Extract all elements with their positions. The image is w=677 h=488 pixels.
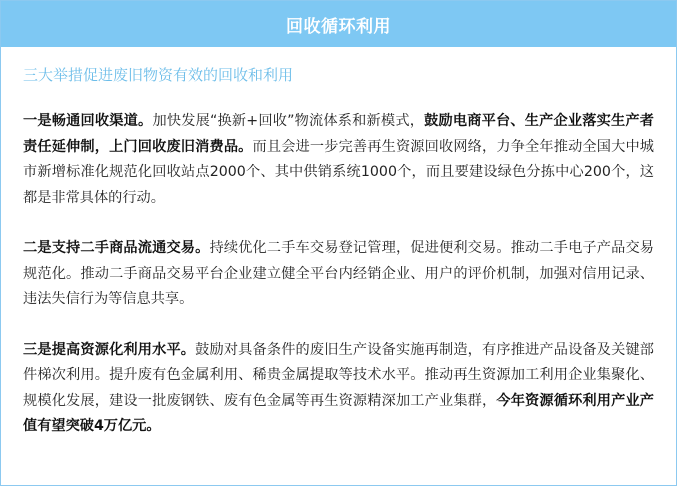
paragraph-3-text: 鼓励对具备条件的废旧生产设备实施再制造，有序推进产品设备及关键部件梯次利用。提升废有色金属利用、稀贵金属提取等技术水平。推动再生资源加工利用企业集聚化、规模化发展，建设一批废钢铁、废有色金属等再生资源精深加工产业集群， — [23, 341, 654, 409]
paragraph-1-text: 加快发展“换新+回收”物流体系和新模式， — [152, 113, 425, 129]
paragraph-1-highlight: 鼓励电商平台、生产企业落实生产者责任延伸制，上门回收废旧消费品。 — [23, 113, 654, 155]
paragraph-2 — [23, 236, 654, 313]
paragraph-2-text: 持续优化二手车交易登记管理，促进便利交易。推动二手电子产品交易规范化。推动二手商品交易平台企业建立健全平台内经销企业、用户的评价机制，加强对信用记录、违法失信行为等信息共享。 — [23, 240, 654, 307]
article-content — [1, 47, 676, 440]
header-bar — [1, 1, 676, 47]
paragraph-3-highlight: 今年资源循环利用产业产值有望突破4万亿元。 — [23, 392, 654, 434]
paragraph-1 — [23, 109, 654, 211]
paragraph-1-text-continued: 而且会进一步完善再生资源回收网络，力争全年推动全国大中城市新增标准化规范化回收站点2000个、其中供销系统1000个，而且要建设绿色分拣中心200个，这都是非常具体的行动。 — [23, 138, 654, 206]
paragraph-3-lead: 三是提高资源化利用水平。 — [23, 341, 196, 358]
paragraph-1-lead: 一是畅通回收渠道。 — [23, 113, 153, 129]
paragraph-2-lead: 二是支持二手商品流通交易。 — [23, 240, 210, 256]
paragraph-3 — [23, 338, 654, 440]
article-subtitle: 三大举措促进废旧物资有效的回收和利用 — [23, 66, 294, 84]
header-title: 回收循环利用 — [286, 16, 391, 37]
